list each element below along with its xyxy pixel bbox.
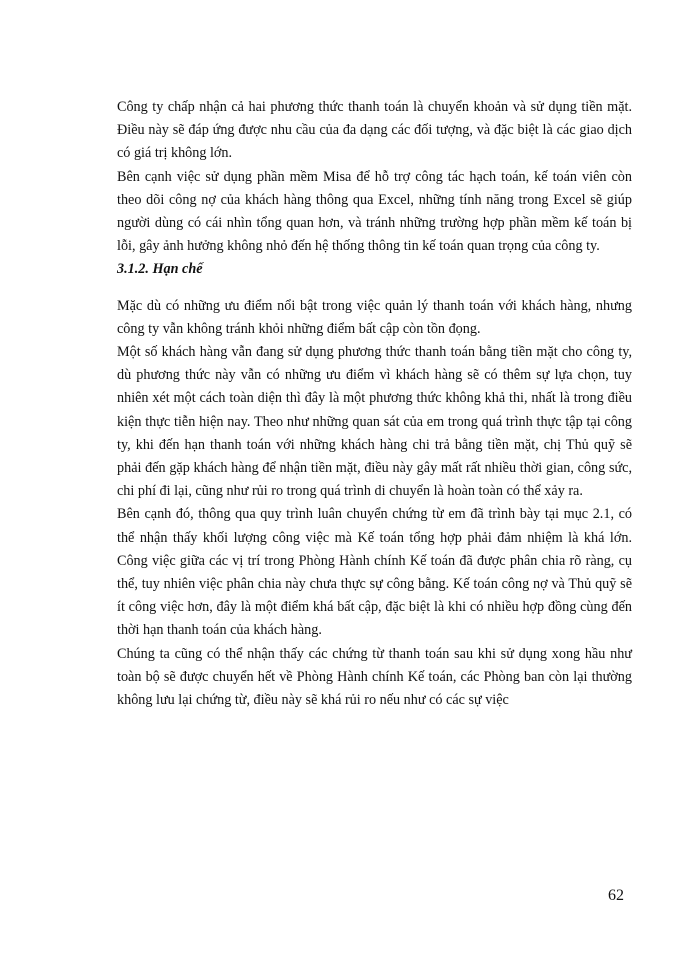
paragraph-payment-methods: Công ty chấp nhận cả hai phương thức thanh toán là chuyển khoản và sử dụng tiền mặt. Điều này sẽ đáp ứng được nhu cầu của đa dạng các đối tượng, và đặc biệt là các giao dịch có giá trị không lớn. (117, 99, 632, 162)
section-heading-limitations: 3.1.2. Hạn chế (117, 261, 203, 278)
heading-spacer (117, 282, 632, 295)
paragraph-workload: Bên cạnh đó, thông qua quy trình luân chuyển chứng từ em đã trình bày tại mục 2.1, có thể nhận thấy khối lượng công việc mà Kế toán tổng hợp phải đảm nhiệm là khá lớn. Công việc giữa các vị trí trong Phòng Hành chính Kế toán đã được phân chia rõ ràng, cụ thể, tuy nhiên việc phân chia này chưa thực sự công bằng. Kế toán công nợ và Thủ quỹ sẽ ít công việc hơn, đây là một điểm khá bất cập, đặc biệt là khi có nhiều hợp đồng cùng đến thời hạn thanh toán của khách hàng. (117, 506, 632, 639)
paragraph-limitations-intro: Mặc dù có những ưu điểm nổi bật trong việc quản lý thanh toán với khách hàng, nhưng công ty vẫn không tránh khỏi những điểm bất cập còn tồn đọng. (117, 297, 632, 337)
paragraph-excel-tracking: Bên cạnh việc sử dụng phần mềm Misa để hỗ trợ công tác hạch toán, kế toán viên còn theo dõi công nợ của khách hàng thông qua Excel, những tính năng trong Excel sẽ giúp người dùng có cái nhìn tổng quan hơn, và tránh những trường hợp phần mềm kế toán bị lỗi, gây ảnh hưởng không nhỏ đến hệ thống thông tin kế toán quan trọng của công ty. (117, 168, 632, 255)
page-number: 62 (608, 887, 624, 904)
body-text (117, 96, 632, 712)
paragraph-documents: Chúng ta cũng có thể nhận thấy các chứng từ thanh toán sau khi sử dụng xong hầu như toàn bộ sẽ được chuyển hết về Phòng Hành chính Kế toán, các Phòng ban còn lại thường không lưu lại chứng từ, điều này sẽ khá rủi ro nếu như có các sự việc (117, 645, 632, 709)
paragraph-cash-payments: Một số khách hàng vẫn đang sử dụng phương thức thanh toán bằng tiền mặt cho công ty, dù phương thức này vẫn có những ưu điểm vì khách hàng sẽ có thêm sự lựa chọn, tuy nhiên xét một cách toàn diện thì đây là một phương thức không khả thi, nhất là trong điều kiện thực tiễn hiện nay. Theo như những quan sát của em trong quá trình thực tập tại công ty, khi đến hạn thanh toán với những khách hàng chi trả bằng tiền mặt, chị Thủ quỹ sẽ phải đến gặp khách hàng để nhận tiền mặt, điều này gây mất rất nhiều thời gian, công sức, chi phí đi lại, cũng như rủi ro trong quá trình di chuyển là hoàn toàn có thể xảy ra. (117, 344, 632, 500)
